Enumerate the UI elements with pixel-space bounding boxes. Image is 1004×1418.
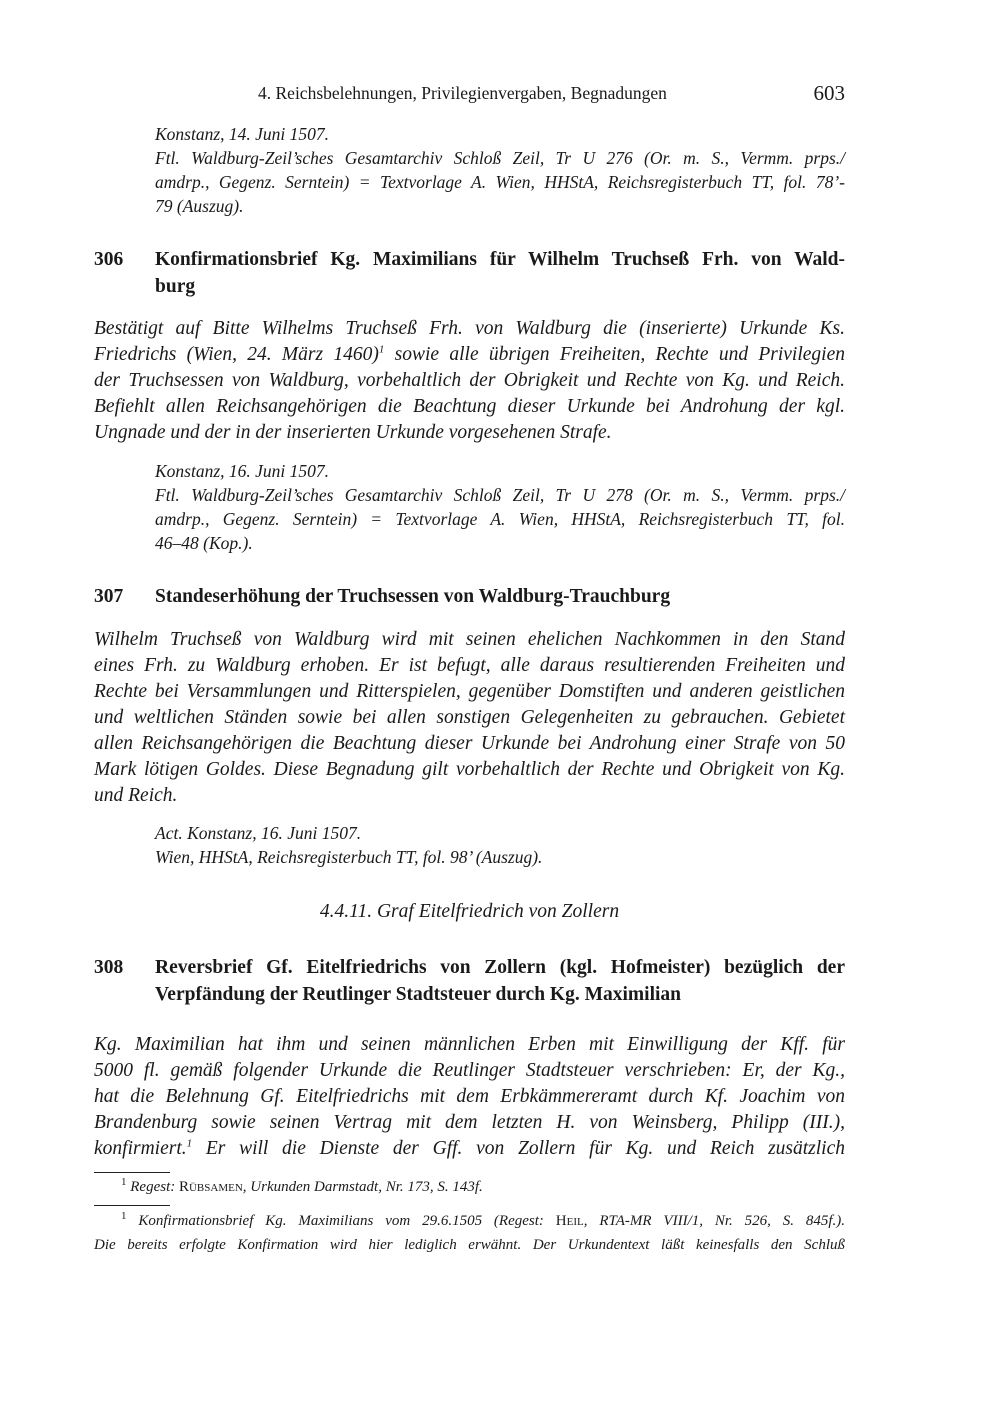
footnote-mark: 1 [121,1210,127,1222]
footnote-ref[interactable]: 1 [378,343,385,356]
footnote-308-1 [94,1209,845,1257]
abstract-line: Kg. Maximilian hat ihm und seinen männlichen Erben mit Einwilligung der Kff. für [94,1034,845,1055]
source-note-305 [155,122,845,218]
entry-306-abstract [94,316,845,446]
entry-308-abstract [94,1032,845,1162]
abstract-line: und Reich. [94,785,178,806]
source-line: Ftl. Waldburg-Zeil’sches Gesamtarchiv Schloß Zeil, Tr U 276 (Or. m. S., Vermm. prps./ [155,148,845,168]
footnote-306-1 [94,1175,845,1199]
source-line: 79 (Auszug). [155,196,244,216]
section-heading: 4.4.11. Graf Eitelfriedrich von Zollern [319,901,620,922]
page-number: 603 [813,81,845,105]
entry-307-source [155,821,845,869]
abstract-line: 5000 fl. gemäß folgender Urkunde die Reutlinger Stadtsteuer verschrieben: Er, der Kg., [94,1060,845,1081]
footnote-rule [94,1205,170,1206]
abstract-line: Mark lötigen Goldes. Diese Begnadung gilt vorbehaltlich der Rechte und Obrigkeit von Kg. [94,759,845,780]
abstract-line: Brandenburg sowie seinen Vertrag mit dem letzten H. von Weinsberg, Philipp (III.), [94,1112,845,1133]
abstract-text: sowie alle übrigen Freiheiten, Rechte und Privilegien [384,344,845,365]
source-line: 46–48 (Kop.). [155,533,253,553]
footnote-label: Regest: [130,1179,176,1195]
footnote-rule [94,1172,170,1173]
abstract-line: Rechte bei Versammlungen und Ritterspielen, gegenüber Domstiften und anderen geistlichen [94,681,845,702]
abstract-line: Bestätigt auf Bitte Wilhelms Truchseß Frh. von Waldburg die (inserierte) Urkunde Ks. [94,318,845,339]
abstract-line: der Truchsessen von Waldburg, vorbehaltlich der Obrigkeit und Rechte von Kg. und Reich. [94,370,845,391]
footnote-mark: 1 [121,1176,127,1188]
source-line: Ftl. Waldburg-Zeil’sches Gesamtarchiv Schloß Zeil, Tr U 278 (Or. m. S., Vermm. prps./ [155,485,845,505]
abstract-text: konfirmiert. [94,1138,187,1159]
footnote-ref[interactable]: 1 [186,1137,193,1150]
entry-title-line: Verpfändung der Reutlinger Stadtsteuer durch Kg. Maximilian [155,984,682,1005]
running-title: 4. Reichsbelehnungen, Privilegienvergaben, Begnadungen [258,83,667,103]
entry-title-line: Reversbrief Gf. Eitelfriedrichs von Zollern (kgl. Hofmeister) bezüglich der [155,957,845,978]
source-line: Wien, HHStA, Reichsregisterbuch TT, fol. 98’ (Auszug). [155,847,543,867]
entry-307-abstract [94,627,845,809]
entry-title: Standeserhöhung der Truchsessen von Waldburg-Trauchburg [155,586,671,607]
footnote-line: Die bereits erfolgte Konfirmation wird hier lediglich erwähnt. Der Urkundentext läßt keinesfalls den Schluß [94,1237,845,1253]
entry-308-heading [94,954,845,1008]
abstract-line: und weltlichen Ständen sowie bei allen sonstigen Gelegenheiten zu gebrauchen. Gebietet [94,707,845,728]
source-line: Act. Konstanz, 16. Juni 1507. [155,823,362,843]
source-line: amdrp., Gegenz. Serntein) = Textvorlage A. Wien, HHStA, Reichsregisterbuch TT, fol. 78’- [155,172,845,192]
entry-306-source [155,459,845,555]
footnote-author: Rübsamen [178,1179,243,1195]
entry-title-line: burg [155,276,196,297]
source-line: amdrp., Gegenz. Serntein) = Textvorlage A. Wien, HHStA, Reichsregisterbuch TT, fol. [155,509,845,529]
entry-number: 306 [94,249,124,270]
abstract-line: hat die Belehnung Gf. Eitelfriedrichs mit dem Erbkämmereramt durch Kf. Joachim von [94,1086,845,1107]
abstract-text: Er will die Dienste der Gff. von Zollern für Kg. und Reich zusätzlich [192,1138,845,1159]
abstract-line: allen Reichsangehörigen die Beachtung dieser Urkunde bei Androhung einer Strafe von 50 [94,733,845,754]
entry-307-heading [94,583,845,610]
entry-number: 308 [94,957,124,978]
abstract-line: Wilhelm Truchseß von Waldburg wird mit seinen ehelichen Nachkommen in den Stand [94,629,845,650]
footnote-text: Konfirmationsbrief Kg. Maximilians vom 29.6.1505 (Regest: [138,1213,544,1229]
source-line: Konstanz, 16. Juni 1507. [155,461,330,481]
footnote-text: , Urkunden Darmstadt, Nr. 173, S. 143f. [242,1179,483,1195]
entry-306-heading [94,246,845,300]
abstract-line: Ungnade und der in der inserierten Urkunde vorgesehenen Strafe. [94,422,612,443]
source-line: Konstanz, 14. Juni 1507. [155,124,330,144]
entry-number: 307 [94,586,124,607]
abstract-line: eines Frh. zu Waldburg erhoben. Er ist befugt, alle daraus resultierenden Freiheiten und [94,655,845,676]
abstract-text: Friedrichs (Wien, 24. März 1460) [94,344,379,365]
footnote-text: , RTA-MR VIII/1, Nr. 526, S. 845f.). [583,1213,846,1229]
abstract-line: Befiehlt allen Reichsangehörigen die Beachtung dieser Urkunde bei Androhung der kgl. [94,396,845,417]
footnote-author: Heil [555,1213,584,1229]
entry-title-line: Konfirmationsbrief Kg. Maximilians für Wilhelm Truchseß Frh. von Wald- [155,249,845,270]
